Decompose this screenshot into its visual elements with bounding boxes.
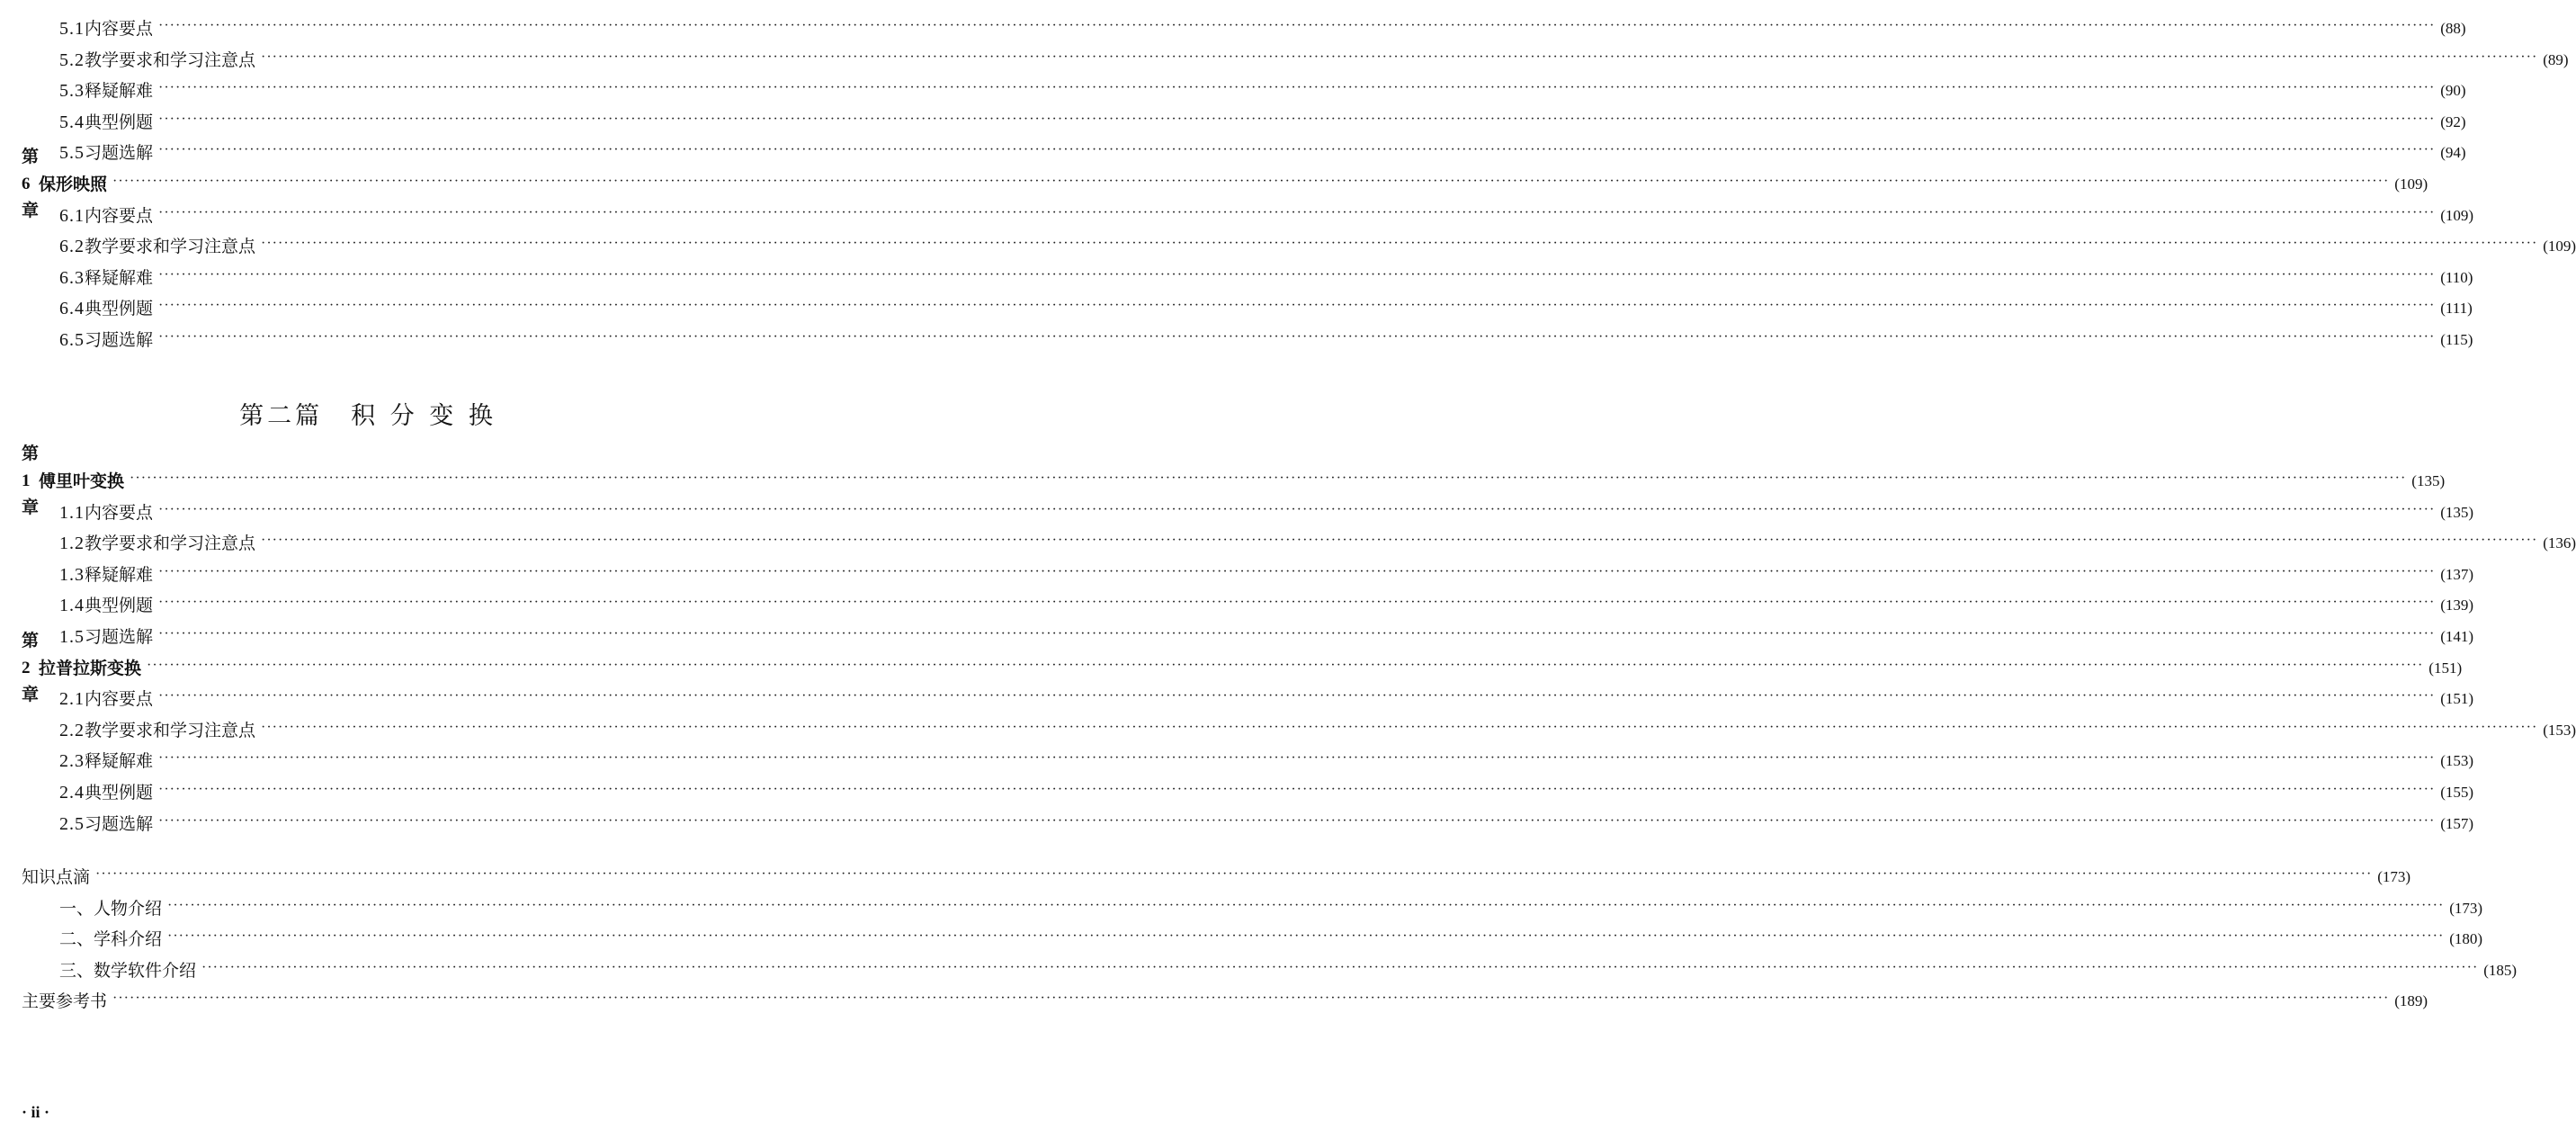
toc-entry (0, 327, 2473, 354)
page-ref: (136) (2543, 534, 2576, 552)
toc-title: 教学要求和学习注意点 (85, 49, 256, 70)
section-number: 6.4 (59, 299, 85, 319)
toc-title: 教学要求和学习注意点 (85, 534, 256, 554)
toc-title: 教学要求和学习注意点 (85, 237, 256, 257)
page-ref: (135) (2440, 503, 2474, 521)
toc-title: 释疑解难 (85, 751, 154, 772)
toc-entry (0, 47, 2569, 74)
chapter-number: 第 2 章 (22, 631, 40, 704)
section-number: 5.5 (59, 143, 85, 164)
toc-title: 主要参考书 (22, 991, 108, 1012)
toc-title: 傅里叶变换 (39, 471, 125, 491)
toc-title: 内容要点 (85, 205, 154, 226)
section-number: 6.1 (59, 205, 85, 226)
dot-leader: ················································································································································································································································································································································································································ (147, 657, 2424, 673)
toc-title: 典型例题 (85, 299, 154, 319)
page-ref: (153) (2440, 752, 2474, 770)
page-ref: (151) (2440, 690, 2474, 708)
section-number: 5.1 (59, 19, 85, 39)
page-ref: (115) (2440, 331, 2473, 348)
toc-entry (0, 988, 2428, 1015)
section-number: 2.4 (59, 783, 85, 803)
toc-entry (0, 623, 2474, 650)
toc-entry (0, 811, 2474, 838)
dot-leader: ················································································································································································································································································································································································································ (112, 174, 2390, 189)
page-ref: (89) (2543, 50, 2569, 68)
toc-entry (0, 686, 2474, 713)
page-ref: (189) (2394, 992, 2428, 1010)
page-ref: (151) (2428, 659, 2463, 677)
dot-leader: ················································································································································································································································································································································································································ (158, 298, 2436, 314)
section-number: 6.5 (59, 330, 85, 350)
page-number-footer: · ii · (22, 1103, 50, 1121)
toc-title: 保形映照 (39, 175, 108, 194)
toc-title: 知识点滴 (22, 867, 91, 887)
toc-title: 典型例题 (85, 783, 154, 803)
toc-title: 二、学科介绍 (59, 929, 163, 950)
chapter-number: 第 1 章 (22, 444, 40, 517)
toc-entry (0, 864, 2411, 891)
dot-leader: ················································································································································································································································································································································································································ (261, 236, 2538, 252)
page-ref: (185) (2483, 961, 2518, 979)
dot-leader: ················································································································································································································································································································································································································ (261, 533, 2538, 549)
dot-leader: ················································································································································································································································································································································································································ (130, 471, 2407, 486)
toc-entry (0, 926, 2483, 953)
page-ref: (135) (2411, 472, 2446, 489)
toc-entry (0, 592, 2474, 619)
page-ref: (180) (2449, 930, 2483, 948)
page-ref: (110) (2440, 268, 2473, 286)
toc-title: 一、人物介绍 (59, 898, 163, 919)
page-ref: (111) (2440, 300, 2473, 318)
part-title: 第二篇 积 分 变 换 (239, 402, 496, 430)
toc-title: 内容要点 (85, 502, 154, 523)
toc-entry (0, 561, 2474, 588)
page-ref: (109) (2440, 206, 2474, 224)
toc-entry (0, 77, 2466, 104)
toc-entry (0, 295, 2473, 322)
section-number: 1.3 (59, 564, 85, 585)
toc-entry (0, 895, 2483, 922)
dot-leader: ················································································································································································································································································································································································································ (158, 782, 2436, 797)
dot-leader: ················································································································································································································································································································································································································ (95, 866, 2373, 882)
page-ref: (109) (2543, 238, 2576, 256)
page-ref: (173) (2377, 868, 2411, 885)
toc-title: 三、数学软件介绍 (59, 960, 197, 981)
page-ref: (141) (2440, 628, 2474, 645)
toc-title: 习题选解 (85, 627, 154, 647)
section-number: 6.2 (59, 237, 85, 257)
dot-leader: ················································································································································································································································································································································································································ (158, 111, 2436, 127)
page-ref: (155) (2440, 784, 2474, 801)
dot-leader: ················································································································································································································································································································································································································ (158, 688, 2436, 704)
dot-leader: ················································································································································································································································································································································································································ (158, 266, 2436, 283)
toc-entry (0, 233, 2576, 260)
dot-leader: ················································································································································································································································································································································································································ (112, 991, 2390, 1007)
toc-entry (0, 15, 2466, 42)
dot-leader: ················································································································································································································································································································································································································ (158, 626, 2436, 641)
page-ref: (109) (2394, 175, 2428, 193)
dot-leader: ················································································································································································································································································································································································································ (158, 595, 2436, 611)
dot-leader: ················································································································································································································································································································································································································ (261, 719, 2538, 735)
section-number: 5.4 (59, 112, 85, 132)
dot-leader: ················································································································································································································································································································································································································ (158, 329, 2436, 345)
dot-leader: ················································································································································································································································································································································································································ (158, 501, 2436, 517)
toc-title: 习题选解 (85, 330, 154, 350)
toc-title: 教学要求和学习注意点 (85, 720, 256, 740)
toc-title: 拉普拉斯变换 (39, 658, 142, 678)
page-ref: (139) (2440, 596, 2474, 614)
page-ref: (90) (2440, 82, 2466, 100)
toc-title: 内容要点 (85, 689, 154, 710)
toc-entry (0, 530, 2576, 557)
dot-leader: ················································································································································································································································································································································································································ (158, 204, 2436, 220)
toc-entry (0, 499, 2474, 526)
section-number: 6.3 (59, 267, 85, 288)
toc-entry (0, 139, 2466, 166)
toc-title: 习题选解 (85, 813, 154, 834)
page-ref: (94) (2440, 144, 2466, 162)
dot-leader: ················································································································································································································································································································································································································ (261, 49, 2538, 65)
section-number: 2.3 (59, 751, 85, 772)
toc-title: 内容要点 (85, 19, 154, 39)
page-ref: (153) (2543, 721, 2576, 739)
dot-leader: ················································································································································································································································································································································································································ (201, 959, 2479, 975)
dot-leader: ················································································································································································································································································································································································································ (167, 928, 2445, 945)
dot-leader: ················································································································································································································································································································································································································ (158, 80, 2436, 96)
dot-leader: ················································································································································································································································································································································································································ (158, 18, 2436, 33)
section-number: 2.1 (59, 689, 85, 710)
toc-title: 释疑解难 (85, 81, 154, 102)
toc-entry (0, 748, 2474, 775)
toc-title: 典型例题 (85, 112, 154, 132)
page-ref: (157) (2440, 814, 2474, 832)
dot-leader: ················································································································································································································································································································································································································ (158, 750, 2436, 767)
toc-entry (0, 202, 2474, 229)
section-number: 2.5 (59, 813, 85, 834)
page-ref: (92) (2440, 112, 2466, 130)
dot-leader: ················································································································································································································································································································································································································ (158, 142, 2436, 158)
section-number: 1.5 (59, 627, 85, 647)
page-ref: (88) (2440, 20, 2466, 37)
toc-title: 释疑解难 (85, 267, 154, 288)
toc-entry (0, 717, 2576, 744)
chapter-number: 第 6 章 (22, 148, 40, 220)
section-number: 1.2 (59, 534, 85, 554)
page-ref: (137) (2440, 565, 2474, 583)
dot-leader: ················································································································································································································································································································································································································ (167, 897, 2445, 913)
section-number: 2.2 (59, 720, 85, 740)
toc-title: 习题选解 (85, 143, 154, 164)
dot-leader: ················································································································································································································································································································································································································ (158, 812, 2436, 829)
toc-entry (0, 265, 2473, 291)
toc-title: 释疑解难 (85, 564, 154, 585)
section-number: 1.4 (59, 596, 85, 616)
section-number: 5.2 (59, 49, 85, 70)
toc-entry (0, 779, 2474, 806)
toc-entry (0, 957, 2518, 984)
section-number: 5.3 (59, 81, 85, 102)
dot-leader: ················································································································································································································································································································································································································ (158, 563, 2436, 579)
page-ref: (173) (2449, 899, 2483, 917)
toc-title: 典型例题 (85, 596, 154, 616)
toc-entry (0, 109, 2466, 136)
section-number: 1.1 (59, 502, 85, 523)
